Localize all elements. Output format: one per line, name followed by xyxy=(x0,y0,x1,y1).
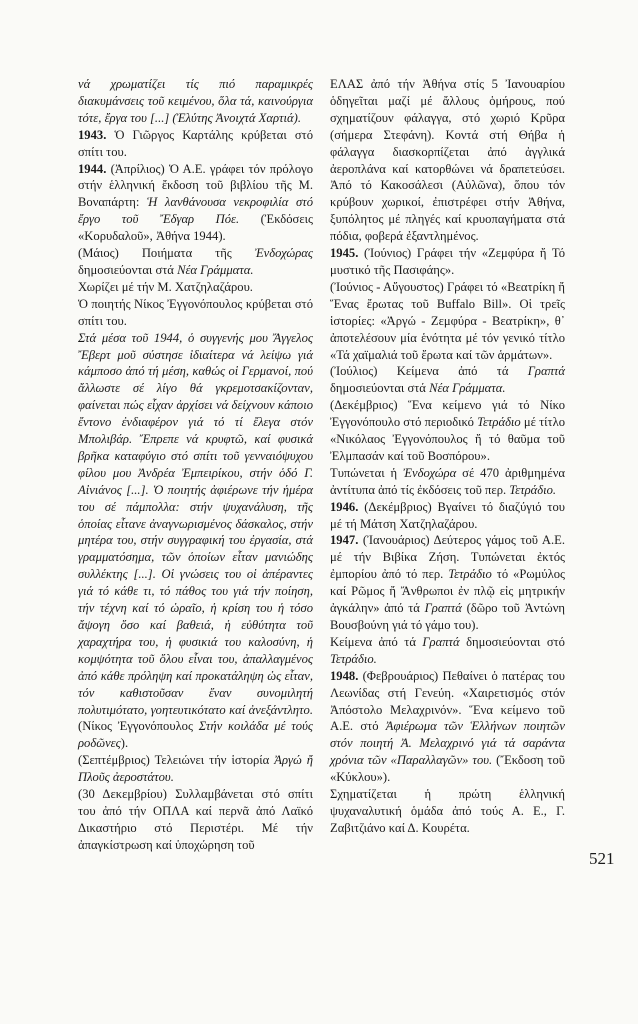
paragraph: 1948. (Φεβρουάριος) Πεθαίνει ὁ πατέρας του Λεωνίδας στή Γενεύη. «Χαιρετισμός στόν Ἀπόστολο Μελαχρινόν». Ἕνα κείμενο τοῦ Α.Ε. στό Ἀφιέρωμα τῶν Ἑλλήνων ποιητῶν στόν ποιητή Ἀ. Μελαχρινό γιά τά σαράντα χρόνια τῶν «Παραλλαγῶν» του. (Ἔκδοση τοῦ «Κύκλου»). xyxy=(330,668,565,785)
paragraph: (Ἰούνιος - Αὔγουστος) Γράφει τό «Βεατρίκη ἤ Ἕνας ἔρωτας τοῦ Buffalo Bill». Οἱ τρεῖς ἱστορίες: «Ἀργώ - Ζεμφύρα - Βεατρίκη», θ᾽ ἀποτελέσουν μία ἑνότητα μέ τόν γενικό τίτλο «Τά χαϊμαλιά τοῦ ἔρωτα καί τῶν ἁρμάτων». xyxy=(330,279,565,362)
paragraph: Σχηματίζεται ἡ πρώτη ἑλληνική ψυχαναλυτική ὁμάδα ἀπό τούς Α. Ε., Γ. Ζαβιτζιάνο καί Δ. Κουρέτα. xyxy=(330,787,565,835)
paragraph: (Μάιος) Ποιήματα τῆς Ἐνδοχώρας δημοσιεύονται στά Νέα Γράμματα. xyxy=(78,246,313,277)
year-1946: 1946. xyxy=(330,499,359,514)
year-1947: 1947. xyxy=(330,533,359,548)
paragraph: Κείμενα ἀπό τά Γραπτά δημοσιεύονται στό Τετράδιο. xyxy=(330,634,565,666)
page-number: 521 xyxy=(589,849,615,868)
paragraph: ΕΛΑΣ ἀπό τήν Ἀθήνα στίς 5 Ἰανουαρίου ὁδηγεῖται μαζί μέ ἄλλους ὁμήρους, πού σχηματίζουν φάλαγγα, στό χωριό Κρῦρα (σήμερα Στεφάνη). Κοντά στή Θήβα ἡ φάλαγγα διασκορπίζεται ἀπό ἀγγλικά ἀεροπλάνα καί κατορθώνει νά δραπετεύσει. Ἀπό τό Κακοσάλεσι (Αὐλῶνα), ὅπου τόν κρύβουν χωρικοί, ἐπιστρέφει στήν Ἀθήνα, ξυπόλητος μέ πληγές καί κρυοπαγήματα στά πόδια, φοβερά ἐξαντλημένος. xyxy=(330,77,565,244)
paragraph: 1943. Ὁ Γιῶργος Καρτάλης κρύβεται στό σπίτι του. xyxy=(78,127,313,159)
paragraph: Τυπώνεται ἡ Ἐνδοχώρα σέ 470 ἀριθμημένα ἀντίτυπα ἀπό τίς ἐκδόσεις τοῦ περ. Τετράδιο. xyxy=(330,465,565,497)
quotation: Στά μέσα τοῦ 1944, ὁ συγγενής μου Ἄγγελος Ἔβερτ μοῦ σύστησε ἰδιαίτερα νά λείψω γιά κάμποσο ἀπό τή μέση, καθώς οἱ Γερμανοί, πού ἄλλωστε σέ λίγο θά γκρεμοτσακίζονταν, φαίνεται πώς εἶχαν ἀρχίσει νά δείχνουν κάποιο ἔντονο ἐνδιαφέρον γιά τό τί ἔλεγα στόν Μπολιβάρ. Ἔπρεπε νά κρυφτῶ, καί φυσικά βρῆκα καταφύγιο στό σπίτι τοῦ γενναιόψυχου φίλου μου Ἀνδρέα Ἐμπειρίκου, στήν ὁδό Γ. Αἰνιάνος [...]. Ὁ ποιητής ἀφιέρωνε τήν ἡμέρα του σέ πάμπολλα: στήν ψυχανάλυση, τῆς ὁποίας εἶτανε ἀναγνωρισμένος δάσκαλος, στήν μητέρα του, στήν συγγραφική του ἐργασία, στά γραμματόσημα, τῶν ὁποίων εἶταν μανιώδης συλλέκτης [...]. Οἱ γνώσεις του οἱ ἀπέραντες γιά τό κάθε τι, τό πάθος του γιά τήν ποίηση, τήν τέχνη καί τό ὡραῖο, ἡ κρίση του ἡ τόσο ἄψογη ὅσο καί βαθειά, ἡ εὐθύτητα τοῦ χαραχτήρα του, ἡ φυσικιά του καλοσύνη, ἡ κομψότητα τοῦ ὅλου εἶναι του, ἀπαλλαγμένος ἀπό κάθε πρόληψη καί προκατάληψη ὡς εἶταν, τόν καθιστοῦσαν ἕναν συνομιλητή πολυτιμότατο, γοητευτικότατο καί ἀνεξάντλητο. (Νίκος Ἐγγονόπουλος Στήν κοιλάδα μέ τούς ροδῶνες). xyxy=(78,330,313,751)
paragraph: Χωρίζει μέ τήν Μ. Χατζηλαζάρου. xyxy=(78,279,253,294)
paragraph: 1947. (Ἰανουάριος) Δεύτερος γάμος τοῦ Α.Ε. μέ τήν Βιβίκα Ζήση. Τυπώνεται ἐκτός ἐμπορίου ἀπό τό περ. Τετράδιο τό «Ρωμύλος καί Ρῶμος ἤ Ἄνθρωποι ἐν πλῷ εἰς μητρικήν ἀγκάλην» ἀπό τά Γραπτά (δῶρο τοῦ Ἀντώνη Βουσβούνη γιά τό γάμο του). xyxy=(330,533,565,632)
paragraph: Ὁ ποιητής Νίκος Ἐγγονόπουλος κρύβεται στό σπίτι του. xyxy=(78,296,313,328)
right-column xyxy=(330,76,565,837)
year-1944: 1944. xyxy=(78,161,107,176)
paragraph: 1945. (Ἰούνιος) Γράφει τήν «Ζεμφύρα ἤ Τό μυστικό τῆς Πασιφάης». xyxy=(330,246,565,277)
year-1945: 1945. xyxy=(330,246,359,261)
paragraph: 1946. (Δεκέμβριος) Βγαίνει τό διαζύγιό του μέ τή Μάτση Χατζηλαζάρου. xyxy=(330,499,565,531)
paragraph: 1944. (Ἀπρίλιος) Ὁ Α.Ε. γράφει τόν πρόλογο στήν ἑλληνική ἔκδοση τοῦ βιβλίου τῆς Μ. Βοναπάρτη: Ἡ λανθάνουσα νεκροφιλία στό ἔργο τοῦ Ἔδγαρ Πόε. (Ἐκδόσεις «Κορυδαλοῦ», Ἀθήνα 1944). xyxy=(78,161,313,244)
left-column xyxy=(78,76,313,854)
paragraph: (Ἰούλιος) Κείμενα ἀπό τά Γραπτά δημοσιεύονται στά Νέα Γράμματα. xyxy=(330,364,565,396)
year-1948: 1948. xyxy=(330,668,359,683)
paragraph: (Δεκέμβριος) Ἕνα κείμενο γιά τό Νίκο Ἐγγονόπουλο στό περιοδικό Τετράδιο μέ τίτλο «Νικόλαος Ἐγγονόπουλος ἤ τό θαῦμα τοῦ Ἐλμπασάν καί τοῦ Βοσπόρου». xyxy=(330,398,565,463)
year-1943: 1943. xyxy=(78,127,107,142)
paragraph: νά χρωματίζει τίς πιό παραμικρές διακυμάνσεις τοῦ κειμένου, ὅλα τά, καινούργια τότε, ἔργα του [...] (Ἐλύτης Ἀνοιχτά Χαρτιά). xyxy=(78,77,313,125)
paragraph: (30 Δεκεμβρίου) Συλλαμβάνεται στό σπίτι του ἀπό τήν ΟΠΛΑ καί περνᾶ ἀπό Λαϊκό Δικαστήριο στό Περιστέρι. Μέ τήν ἀπαγκίστρωση καί ὑποχώρηση τοῦ xyxy=(78,787,313,852)
paragraph: (Σεπτέμβριος) Τελειώνει τήν ἱστορία Ἀργώ ἤ Πλοῦς ἀεροστάτου. xyxy=(78,753,313,785)
